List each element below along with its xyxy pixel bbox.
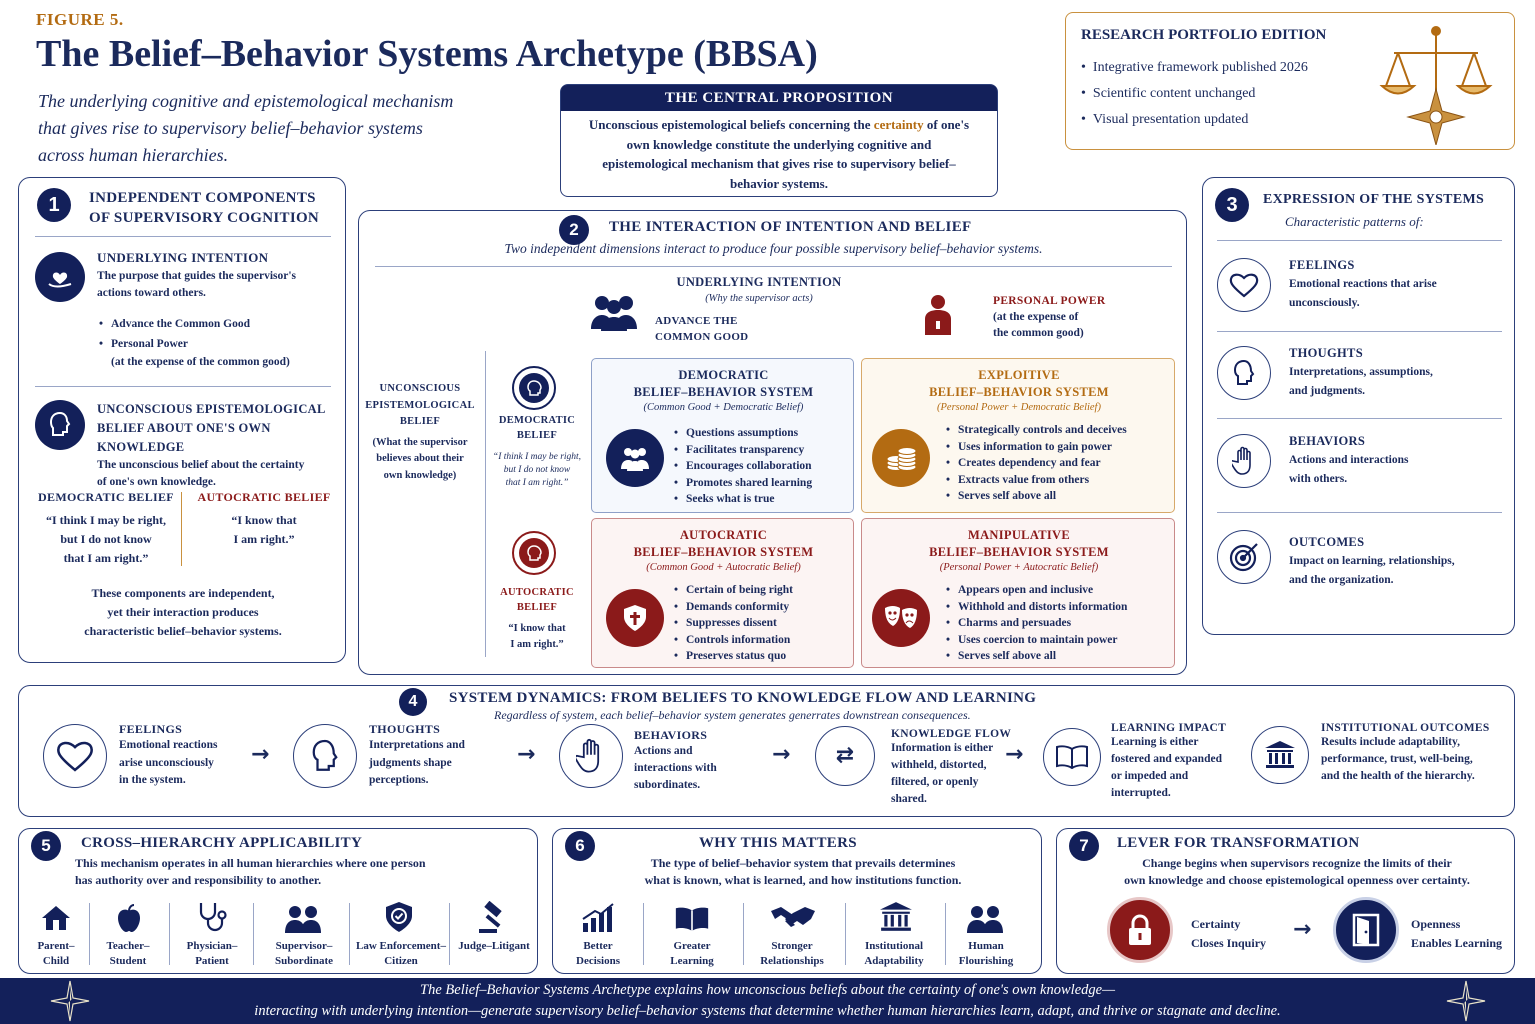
group-icon — [606, 429, 664, 487]
footer-band — [0, 978, 1535, 1024]
shield-icon — [606, 589, 664, 647]
stethoscope-icon — [197, 901, 229, 933]
section-5-subtitle: This mechanism operates in all human hierarchies where one person has authority over and responsibility to another. — [75, 856, 426, 887]
manipulative-traits: • Appears open and inclusive • Withhold and distorts information • Charms and persuades • Uses coercion to maintain power • Serves self above all — [944, 582, 1127, 665]
building-columns-icon — [879, 901, 913, 933]
central-text: Unconscious epistemological beliefs concerning the certainty of one's own knowledge constitute the underlying cognitive and epistemological mechanism that gives rise to supervisory belief–behavior systems. — [588, 117, 970, 191]
cell-democratic: DEMOCRATIC BELIEF–BEHAVIOR SYSTEM (Common Good + Democratic Belief) • Questions assumptions • Facilitates transparency • Encourages collaboration • Promotes shared learning • Seeks what is true — [591, 358, 854, 513]
handshake-icon — [771, 905, 815, 933]
arrow-icon: → — [251, 742, 270, 767]
section-4-title: SYSTEM DYNAMICS: FROM BELIEFS TO KNOWLEDGE FLOW AND LEARNING — [449, 690, 1037, 706]
intention-options: • Advance the Common Good • Personal Power — [97, 314, 250, 354]
book-icon — [1043, 728, 1101, 786]
intention-block: UNDERLYING INTENTION The purpose that guides the supervisor's actions toward others. — [97, 250, 297, 299]
central-header: THE CENTRAL PROPOSITION — [561, 85, 997, 111]
apple-icon — [116, 903, 142, 933]
section-7 — [1056, 828, 1515, 974]
cell-autocratic: AUTOCRATIC BELIEF–BEHAVIOR SYSTEM (Common Good + Autocratic Belief) • Certain of being right • Demands conformity • Suppresses dissent • Controls information • Preserves status quo — [591, 518, 854, 668]
portfolio-list: • Integrative framework published 2026 • Scientific content unchanged • Visual presentation updated — [1081, 60, 1308, 127]
section-6-number: 6 — [565, 831, 595, 861]
masks-icon — [872, 589, 930, 647]
page-title: The Belief–Behavior Systems Archetype (BBSA) — [36, 33, 818, 75]
institution-icon — [1251, 726, 1309, 784]
badge-icon — [383, 901, 415, 933]
coins-icon — [872, 429, 930, 487]
people-icon — [589, 293, 639, 333]
footer-text: The Belief–Behavior Systems Archetype explains how unconscious beliefs about the certainty of one's own knowledge— interacting with underlying intention—generate supervisory belief–behavior systems that determine whether human hierarchies learn, adapt, and thrive or stagnate and decline. — [254, 982, 1281, 1019]
section-6: 6 WHY THIS MATTERS The type of belief–behavior system that prevails determines what is known, what is learned, and how institutions function. Better Decisions Greater Learning Stronger Relationships Institutional Adaptability Human Flourishing — [552, 828, 1042, 974]
lock-icon — [1107, 897, 1173, 963]
section-4: 4 SYSTEM DYNAMICS: FROM BELIEFS TO KNOWLEDGE FLOW AND LEARNING Regardless of system, each belief–behavior system generates generrates downstrean consequences. FEELINGS Emotional reactions arise unconsciously in the system. → THOUGHTS Interpretations and judgments shape perceptions. → BEHAVIORS Actions and interactions with subordinates. → ⇄ KNOWLEDGE FLOW Information is either withheld, distorted, filtered, or openly shared. → LEARNING IMPACT Learning is either fostered and expanded or impeded and interrupted. INSTITUTIONAL OUTCOMES Results include adaptability, performance, trust, well-being, and the health of the hierarchy. — [18, 685, 1515, 817]
section-5: 5 CROSS–HIERARCHY APPLICABILITY This mechanism operates in all human hierarchies where one person has authority over and responsibility to another. Parent– Child Teacher– Student Physician– Patient Supervisor– Subordinate Law Enforcement– Citizen Judge–Litigant — [18, 828, 538, 974]
section-3: 3 EXPRESSION OF THE SYSTEMS Characteristic patterns of: FEELINGS Emotional reactions that arise unconsciously. THOUGHTS Interpretations, assumptions, and judgments. BEHAVIORS Actions and interactions with others. OUTCOMES Impact on learning, relationships, and the organization. — [1202, 177, 1515, 635]
autocratic-head-icon — [512, 531, 556, 575]
scales-compass-icon — [1376, 21, 1496, 145]
house-icon — [41, 905, 71, 931]
section-1-title: INDEPENDENT COMPONENTS OF SUPERVISORY COGNITION — [89, 190, 320, 226]
democratic-row-label: DEMOCRATIC BELIEF “I think I may be right, but I do not know that I am right.” — [492, 415, 582, 488]
thoughts-step-icon — [293, 724, 357, 788]
supervisor-icon — [285, 905, 321, 933]
section-2 — [358, 210, 1187, 675]
bar-chart-icon — [581, 903, 615, 933]
section-6-title: WHY THIS MATTERS — [699, 835, 857, 851]
people-group-icon — [967, 905, 1003, 933]
section-2-subtitle: Two independent dimensions interact to produce four possible supervisory belief–behavior systems. — [504, 241, 1043, 256]
epistemological-block: UNCONSCIOUS EPISTEMOLOGICAL BELIEF ABOUT ONE'S OWN KNOWLEDGE The unconscious belief about the certainty of one's own knowledge. — [97, 402, 326, 488]
heart-hand-icon — [35, 252, 85, 302]
section-5-number: 5 — [31, 831, 61, 861]
compass-star-icon — [1446, 980, 1486, 1022]
autocratic-traits: • Certain of being right • Demands conformity • Suppresses dissent • Controls information • Preserves status quo — [672, 582, 793, 665]
section-1-footer: These components are independent, yet their interaction produces characteristic belief–behavior systems. — [84, 586, 282, 638]
cell-exploitive: EXPLOITIVE BELIEF–BEHAVIOR SYSTEM (Personal Power + Democratic Belief) • Strategically controls and deceives • Uses information to gain power • Creates dependency and fear • Extracts value from others • Serves self above all — [861, 358, 1175, 513]
exchange-arrows-icon: ⇄ — [815, 726, 875, 786]
section-2-title: THE INTERACTION OF INTENTION AND BELIEF — [609, 219, 972, 235]
compass-star-icon — [50, 980, 90, 1022]
certainty-label: Certainty Closes Inquiry — [1191, 917, 1267, 950]
portfolio-box — [1065, 12, 1515, 150]
head-icon — [35, 400, 85, 450]
section-4-number: 4 — [399, 688, 427, 716]
common-good-label: ADVANCE THE COMMON GOOD — [655, 315, 749, 343]
section-3-number: 3 — [1215, 188, 1249, 222]
portfolio-title: RESEARCH PORTFOLIO EDITION — [1081, 27, 1327, 43]
section-1: 1 INDEPENDENT COMPONENTS OF SUPERVISORY COGNITION UNDERLYING INTENTION The purpose that guides the supervisor's actions toward others. • Advance the Common Good • Personal Power (at the expense of the common good) UNCONSCIOUS EPISTEMOLOGICAL BELIEF ABOUT ONE'S OWN KNOWLEDGE The unconscious belief about the certainty of one's own knowledge. DEMOCRATIC BELIEF “I think I may be right, but I do not know that I am right.” AUTOCRATIC BELIEF “I know that I am right.” These components are independent, yet their interaction produces characteristic belief–behavior systems. — [18, 177, 346, 663]
person-icon — [923, 293, 953, 335]
target-icon — [1217, 530, 1271, 584]
cell-manipulative: MANIPULATIVE BELIEF–BEHAVIOR SYSTEM (Personal Power + Autocratic Belief) • Appears open and inclusive • Withhold and distorts information • Charms and persuades • Uses coercion to maintain power • Serves self above all — [861, 518, 1175, 668]
behaviors-step-icon — [559, 724, 623, 788]
autocratic-row-label: AUTOCRATIC BELIEF “I know that I am right.” — [500, 587, 574, 650]
heart-icon — [1217, 258, 1271, 312]
open-book-icon — [673, 905, 711, 933]
hand-icon — [1217, 434, 1271, 488]
belief-axis-label: UNCONSCIOUS EPISTEMOLOGICAL BELIEF (What the supervisor believes about their own knowledge) — [365, 383, 475, 481]
section-1-number: 1 — [37, 188, 71, 222]
open-door-icon — [1333, 897, 1399, 963]
figure-label: FIGURE 5. — [36, 10, 124, 29]
central-proposition — [560, 84, 998, 197]
openness-label: Openness Enables Learning — [1411, 917, 1503, 950]
section-4-subtitle: Regardless of system, each belief–behavior system generates generrates downstrean consequences. — [494, 708, 971, 722]
section-7-subtitle: Change begins when supervisors recognize the limits of their own knowledge and choose epistemological openness over certainty. — [1124, 856, 1470, 887]
intention-axis-label: UNDERLYING INTENTION (Why the supervisor acts) — [676, 275, 842, 304]
section-3-title: EXPRESSION OF THE SYSTEMS — [1263, 192, 1485, 207]
gavel-icon — [477, 901, 511, 935]
section-6-subtitle: The type of belief–behavior system that prevails determines what is known, what is learned, and how institutions function. — [644, 856, 962, 887]
section-2-number: 2 — [559, 215, 589, 245]
autocratic-belief: AUTOCRATIC BELIEF “I know that I am right.” — [197, 490, 331, 546]
section-7-number: 7 — [1069, 831, 1099, 861]
arrow-icon: → — [517, 742, 536, 767]
democratic-traits: • Questions assumptions • Facilitates transparency • Encourages collaboration • Promotes shared learning • Seeks what is true — [672, 425, 812, 508]
arrow-icon: → — [1005, 742, 1024, 767]
arrow-icon: → — [1293, 917, 1312, 942]
section-7-title: LEVER FOR TRANSFORMATION — [1117, 835, 1360, 851]
page-subtitle: The underlying cognitive and epistemological mechanism that gives rise to supervisory belief–behavior systems across human hierarchies. — [38, 91, 454, 165]
arrow-icon: → — [772, 742, 791, 767]
democratic-head-icon — [512, 366, 556, 410]
personal-power-label: PERSONAL POWER (at the expense of the common good) — [993, 295, 1106, 339]
feelings-step-icon — [43, 724, 107, 788]
section-5-title: CROSS–HIERARCHY APPLICABILITY — [81, 835, 363, 851]
exploitive-traits: • Strategically controls and deceives • Uses information to gain power • Creates dependency and fear • Extracts value from others • Serves self above all — [944, 422, 1127, 505]
democratic-belief: DEMOCRATIC BELIEF “I think I may be right, but I do not know that I am right.” — [38, 490, 174, 565]
thought-head-icon — [1217, 346, 1271, 400]
section-3-subtitle: Characteristic patterns of: — [1285, 214, 1424, 229]
